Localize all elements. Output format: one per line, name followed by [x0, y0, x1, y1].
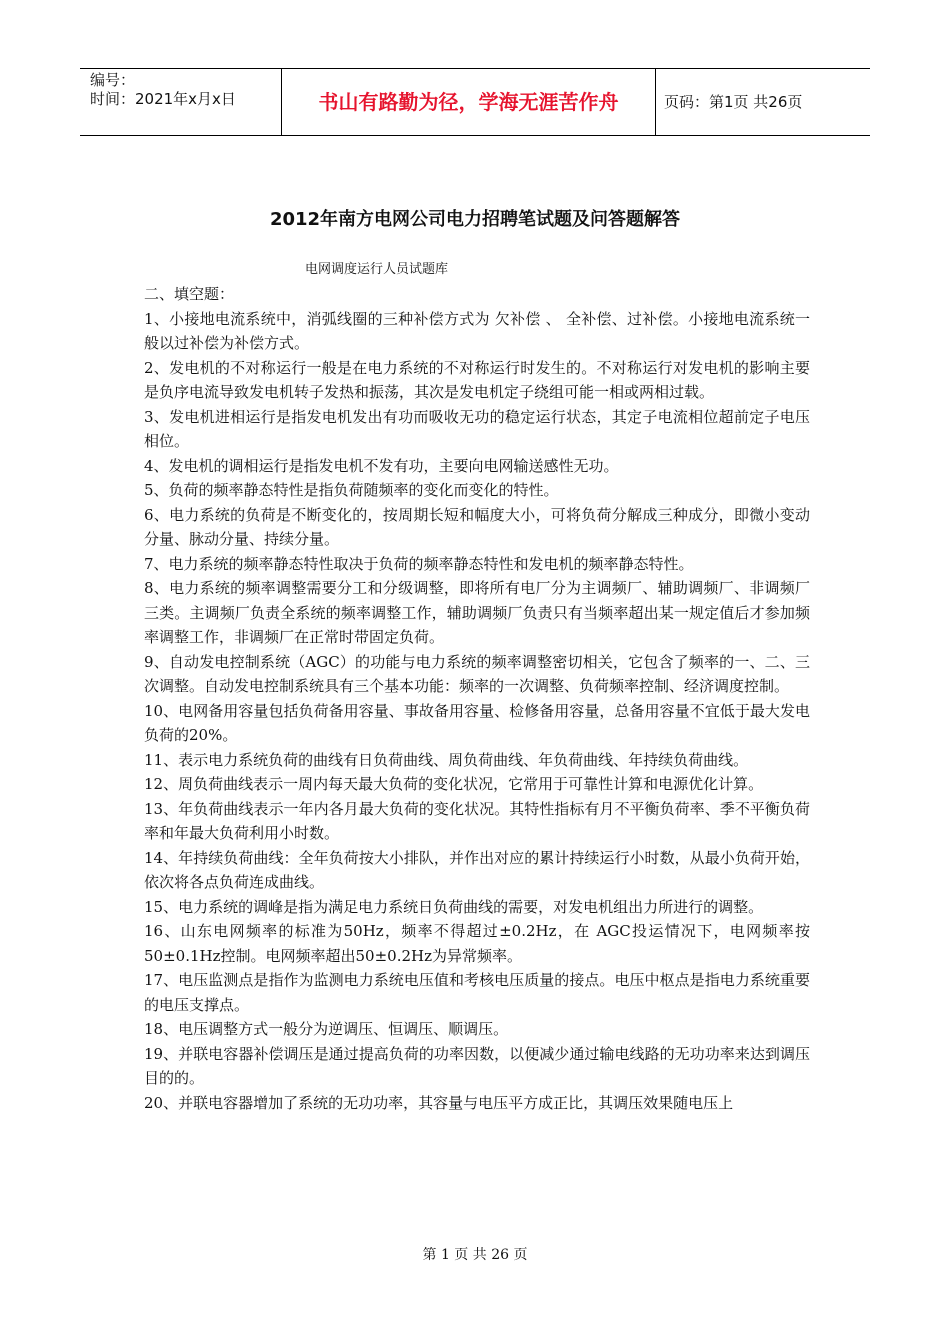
- paragraph-9: 9、自动发电控制系统（AGC）的功能与电力系统的频率调整密切相关，它包含了频率的一、二、三次调整。自动发电控制系统具有三个基本功能：频率的一次调整、负荷频率控制、经济调度控制。: [144, 652, 810, 695]
- paragraph-15: 15、电力系统的调峰是指为满足电力系统日负荷曲线的需要，对发电机组出力所进行的调整。: [144, 897, 764, 916]
- paragraph-7: 7、电力系统的频率静态特性取决于负荷的频率静态特性和发电机的频率静态特性。: [144, 554, 694, 573]
- paragraph-6: 6、电力系统的负荷是不断变化的，按周期长短和幅度大小，可将负荷分解成三种成分，即微小变动分量、脉动分量、持续分量。: [144, 505, 810, 548]
- section-heading: 二、填空题：: [144, 285, 235, 303]
- document-body: [144, 282, 810, 1115]
- paragraph-19: 19、并联电容器补偿调压是通过提高负荷的功率因数，以便减少通过输电线路的无功功率来达到调压目的的。: [144, 1044, 810, 1087]
- paragraph-10: 10、电网备用容量包括负荷备用容量、事故备用容量、检修备用容量，总备用容量不宜低于最大发电负荷的20%。: [144, 701, 810, 744]
- header-motto: 书山有路勤为径，学海无涯苦作舟: [282, 69, 656, 135]
- paragraph-14: 14、年持续负荷曲线：全年负荷按大小排队，并作出对应的累计持续运行小时数，从最小负荷开始，依次将各点负荷连成曲线。: [144, 848, 810, 891]
- document-title: 2012年南方电网公司电力招聘笔试题及问答题解答: [269, 209, 681, 230]
- paragraph-5: 5、负荷的频率静态特性是指负荷随频率的变化而变化的特性。: [144, 481, 559, 499]
- time-label: 时间：2021年x月x日: [90, 90, 236, 108]
- header-page-info: 页码：第1页 共26页: [664, 93, 803, 111]
- document-header-table: [80, 68, 870, 136]
- paragraph-8: 8、电力系统的频率调整需要分工和分级调整，即将所有电厂分为主调频厂、辅助调频厂、非调频厂三类。主调频厂负责全系统的频率调整工作，辅助调频厂负责只有当频率超出某一规定值后才参加频率调整工作，非调频厂在正常时带固定负荷。: [144, 579, 810, 646]
- paragraph-16: 16、山东电网频率的标准为50Hz，频率不得超过±0.2Hz，在 AGC投运情况下，电网频率按50±0.1Hz控制。电网频率超出50±0.2Hz为异常频率。: [144, 922, 810, 965]
- paragraph-13: 13、年负荷曲线表示一年内各月最大负荷的变化状况。其特性指标有月不平衡负荷率、季不平衡负荷率和年最大负荷利用小时数。: [144, 799, 810, 842]
- document-subtitle: 电网调度运行人员试题库: [305, 262, 449, 277]
- paragraph-3: 3、发电机进相运行是指发电机发出有功而吸收无功的稳定运行状态，其定子电流相位超前定子电压相位。: [144, 407, 810, 450]
- paragraph-4: 4、发电机的调相运行是指发电机不发有功，主要向电网输送感性无功。: [144, 456, 619, 475]
- paragraph-18: 18、电压调整方式一般分为逆调压、恒调压、顺调压。: [144, 1020, 509, 1038]
- header-meta-cell: [80, 69, 282, 135]
- paragraph-17: 17、电压监测点是指作为监测电力系统电压值和考核电压质量的接点。电压中枢点是指电力系统重要的电压支撑点。: [144, 971, 810, 1014]
- paragraph-20: 20、并联电容器增加了系统的无功功率，其容量与电压平方成正比，其调压效果随电压上: [144, 1093, 734, 1112]
- paragraph-2: 2、发电机的不对称运行一般是在电力系统的不对称运行时发生的。不对称运行对发电机的影响主要是负序电流导致发电机转子发热和振荡，其次是发电机定子绕组可能一相或两相过载。: [144, 358, 810, 401]
- paragraph-11: 11、表示电力系统负荷的曲线有日负荷曲线、周负荷曲线、年负荷曲线、年持续负荷曲线。: [144, 750, 749, 769]
- paragraph-1: 1、小接地电流系统中，消弧线圈的三种补偿方式为 欠补偿 、 全补偿、过补偿。小接地电流系统一般以过补偿为补偿方式。: [144, 309, 810, 352]
- page-footer: 第 1 页 共 26 页: [422, 1247, 528, 1263]
- paragraph-12: 12、周负荷曲线表示一周内每天最大负荷的变化状况，它常用于可靠性计算和电源优化计算。: [144, 775, 764, 793]
- number-label: 编号：: [90, 71, 136, 89]
